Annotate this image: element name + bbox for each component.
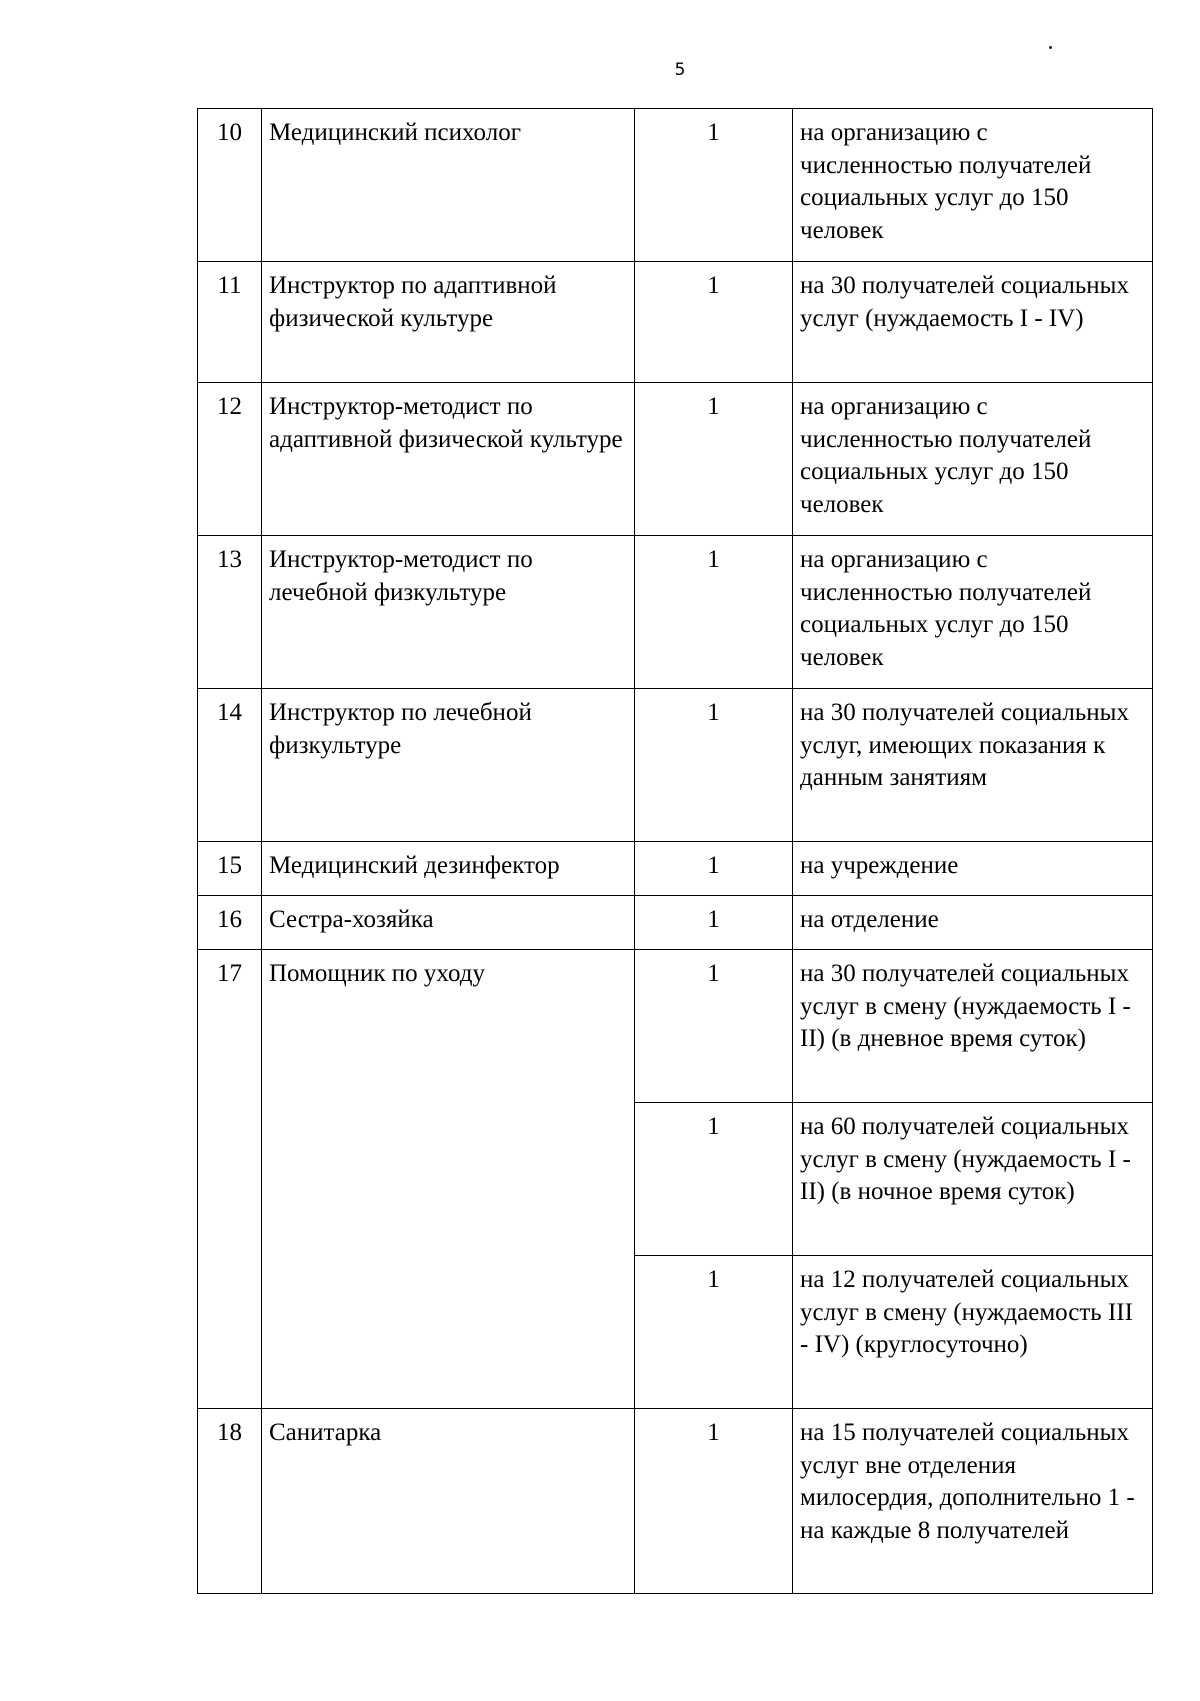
row-number: 10 <box>198 109 262 262</box>
staffing-norm: на 30 получателей социальных услуг (нуждаемость I - IV) <box>793 262 1153 383</box>
staffing-norm: на организацию с численностью получателей социальных услуг до 150 человек <box>793 109 1153 262</box>
position-name: Сестра-хозяйка <box>262 896 635 950</box>
table-row <box>198 262 1153 383</box>
staff-quantity: 1 <box>635 896 793 950</box>
table-row <box>198 536 1153 689</box>
staff-quantity: 1 <box>635 1409 793 1594</box>
position-name: Помощник по уходу <box>262 950 635 1409</box>
staffing-norm: на 12 получателей социальных услуг в смену (нуждаемость III - IV) (круглосуточно) <box>793 1256 1153 1409</box>
staff-quantity: 1 <box>635 383 793 536</box>
staffing-norm: на организацию с численностью получателей социальных услуг до 150 человек <box>793 383 1153 536</box>
staff-quantity: 1 <box>635 262 793 383</box>
staff-quantity: 1 <box>635 950 793 1103</box>
position-name: Инструктор по адаптивной физической культуре <box>262 262 635 383</box>
row-number: 16 <box>198 896 262 950</box>
position-name: Инструктор-методист по адаптивной физической культуре <box>262 383 635 536</box>
row-number: 13 <box>198 536 262 689</box>
position-name: Инструктор-методист по лечебной физкультуре <box>262 536 635 689</box>
position-name: Медицинский психолог <box>262 109 635 262</box>
position-name: Медицинский дезинфектор <box>262 842 635 896</box>
staff-quantity: 1 <box>635 536 793 689</box>
row-number: 17 <box>198 950 262 1409</box>
table-row <box>198 1409 1153 1594</box>
staffing-norm: на учреждение <box>793 842 1153 896</box>
staff-quantity: 1 <box>635 842 793 896</box>
row-number: 18 <box>198 1409 262 1594</box>
staffing-table-body <box>198 109 1153 1594</box>
scan-speck <box>1049 46 1052 49</box>
staffing-norm: на 30 получателей социальных услуг в смену (нуждаемость I - II) (в дневное время суток) <box>793 950 1153 1103</box>
staffing-table <box>197 108 1153 1594</box>
page-number: 5 <box>674 60 686 80</box>
staff-quantity: 1 <box>635 109 793 262</box>
staffing-norm: на 15 получателей социальных услуг вне отделения милосердия, дополнительно 1 - на каждые 8 получателей <box>793 1409 1153 1594</box>
row-number: 12 <box>198 383 262 536</box>
staffing-norm: на организацию с численностью получателей социальных услуг до 150 человек <box>793 536 1153 689</box>
row-number: 15 <box>198 842 262 896</box>
table-row <box>198 896 1153 950</box>
table-row <box>198 109 1153 262</box>
table-row <box>198 383 1153 536</box>
table-row <box>198 950 1153 1103</box>
table-row <box>198 689 1153 842</box>
staff-quantity: 1 <box>635 1256 793 1409</box>
staffing-norm: на 30 получателей социальных услуг, имеющих показания к данным занятиям <box>793 689 1153 842</box>
table-row <box>198 842 1153 896</box>
position-name: Инструктор по лечебной физкультуре <box>262 689 635 842</box>
row-number: 11 <box>198 262 262 383</box>
row-number: 14 <box>198 689 262 842</box>
staff-quantity: 1 <box>635 1103 793 1256</box>
staffing-norm: на отделение <box>793 896 1153 950</box>
staffing-norm: на 60 получателей социальных услуг в смену (нуждаемость I - II) (в ночное время суток) <box>793 1103 1153 1256</box>
position-name: Санитарка <box>262 1409 635 1594</box>
staff-quantity: 1 <box>635 689 793 842</box>
